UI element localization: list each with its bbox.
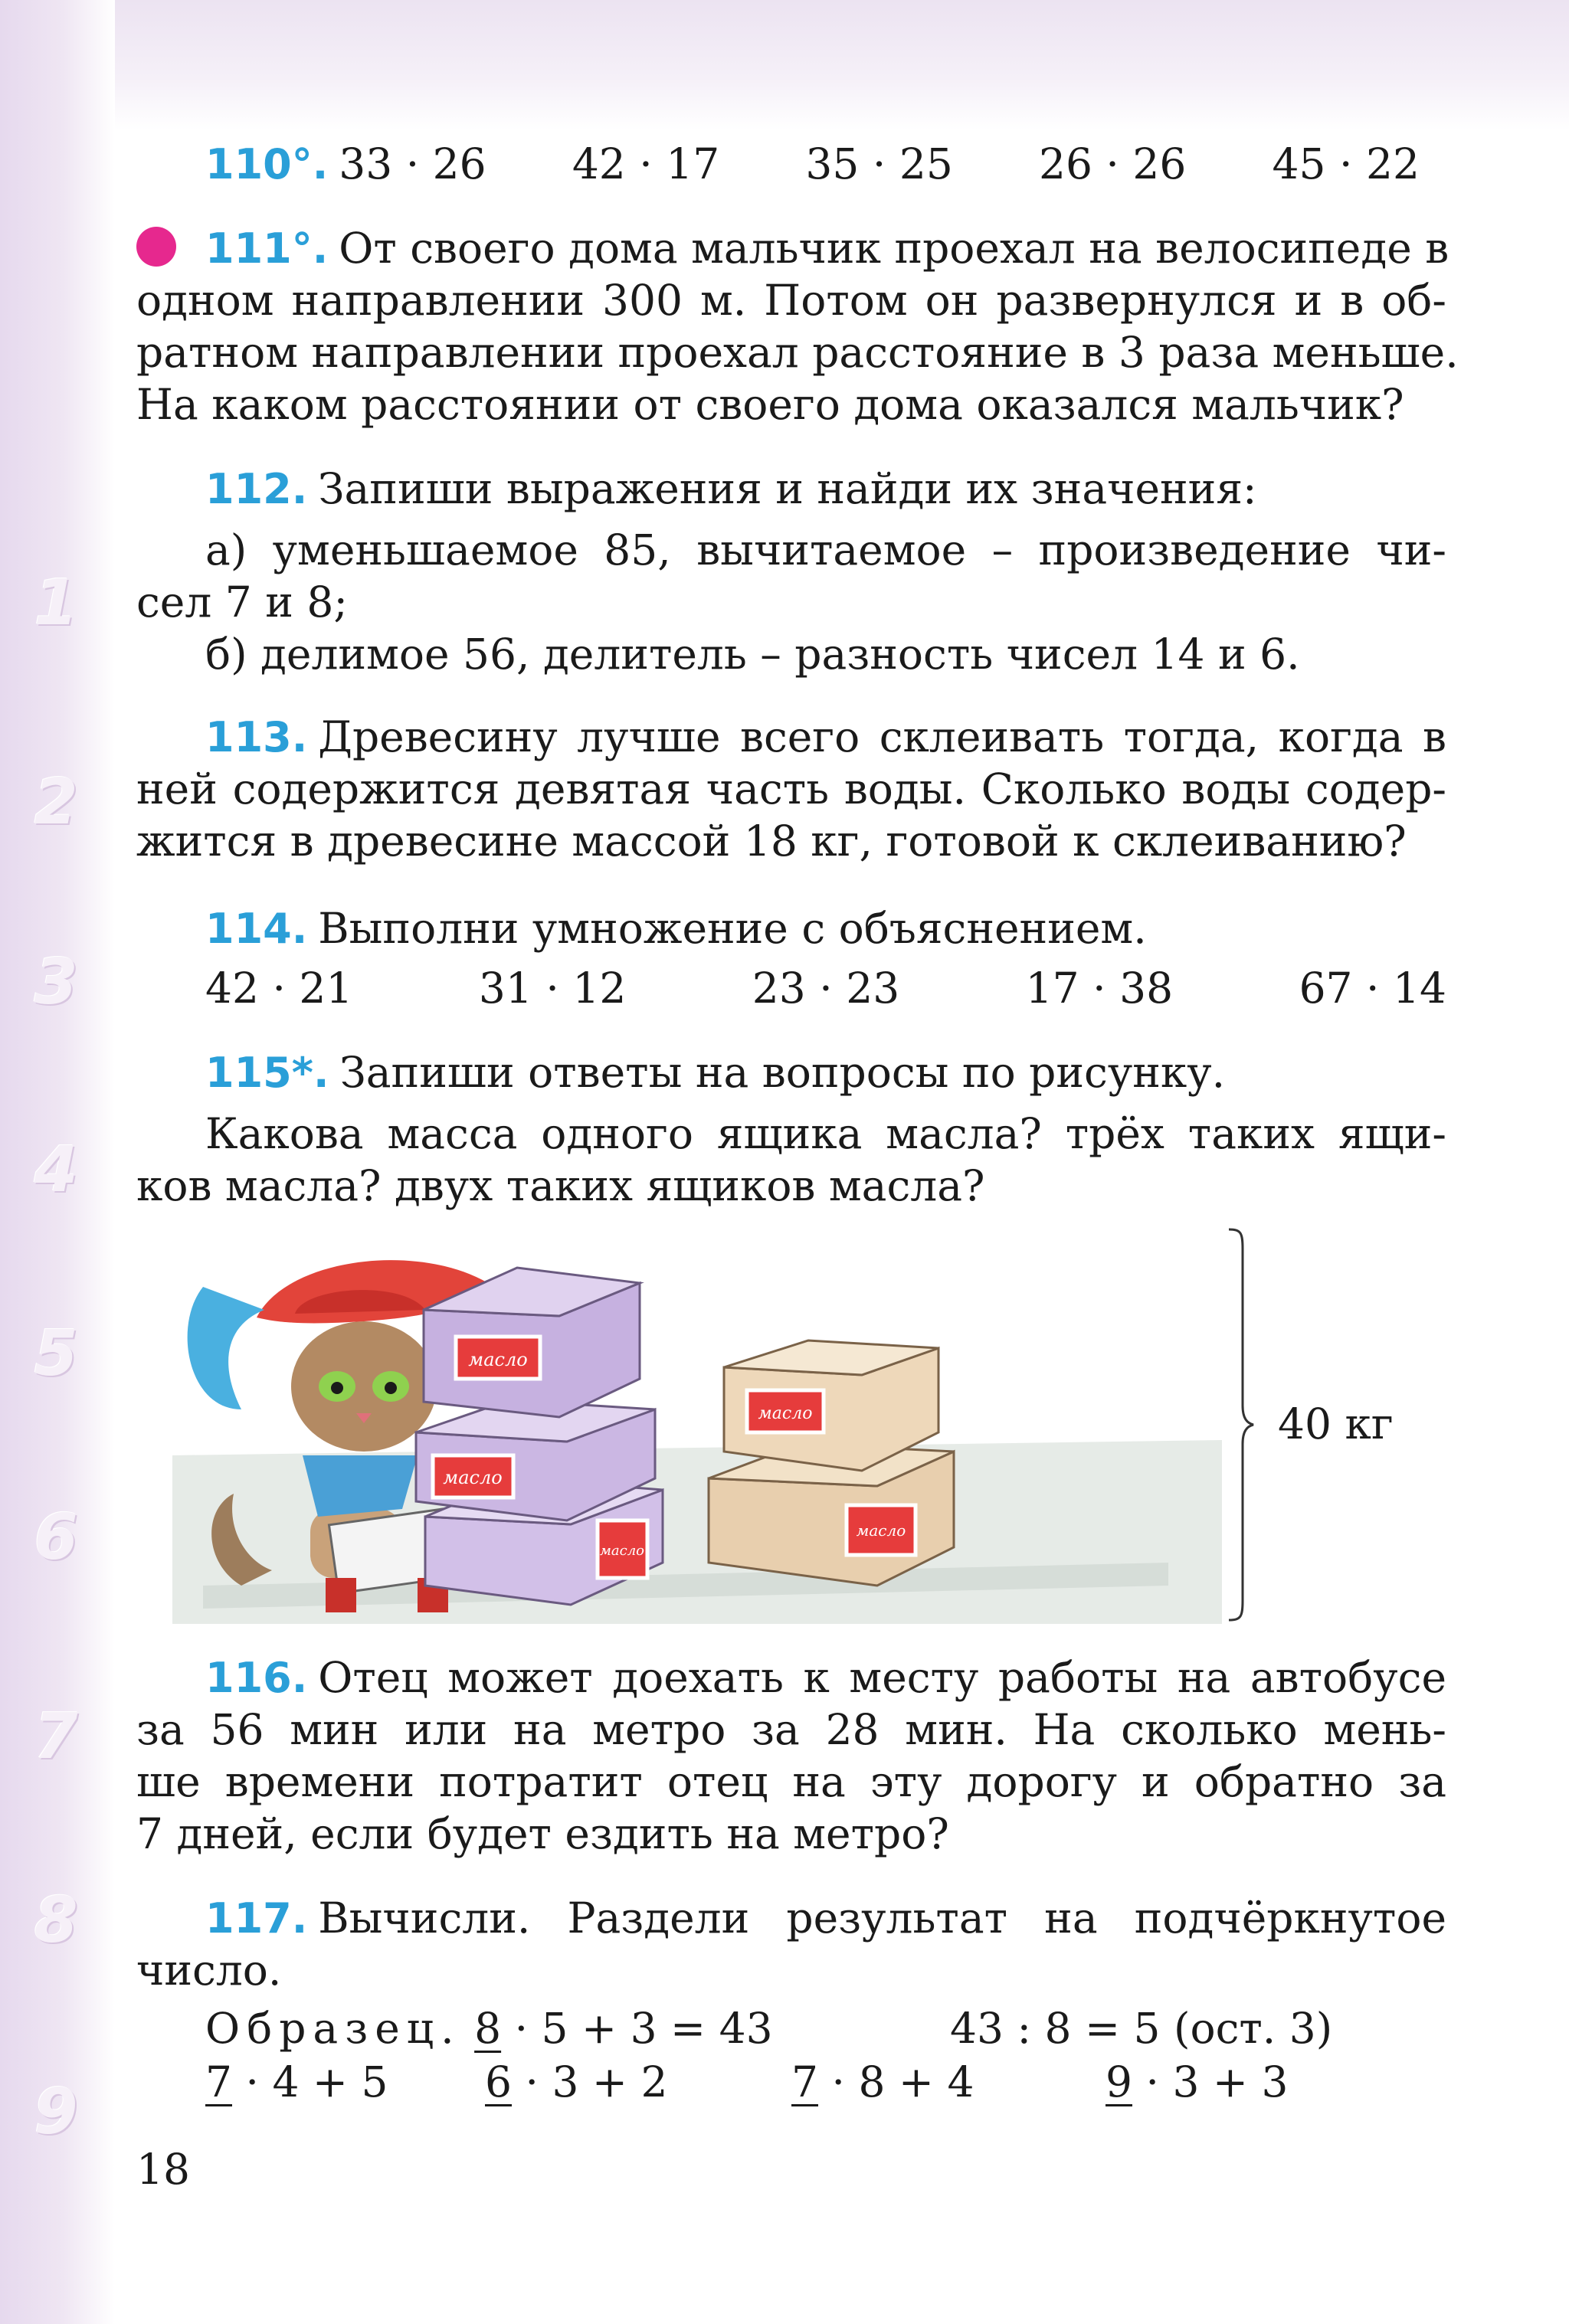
difficulty-marker <box>136 227 176 267</box>
box-label-text: масло <box>856 1521 906 1540</box>
problem-112-line: б) делимое 56, делитель – разность чисел 14 и 6. <box>205 630 1300 679</box>
problem-111-line: На каком расстоянии от своего дома оказался мальчик? <box>136 380 1404 429</box>
page-number: 18 <box>136 2145 190 2194</box>
margin-number: 5 <box>34 1317 78 1390</box>
cat-feather <box>188 1287 264 1409</box>
problem-115-line: ков масла? двух таких ящиков масла? <box>136 1161 985 1210</box>
expression: 7 · 8 + 4 <box>791 2057 974 2106</box>
problem-117-line: 117. Вычисли. Раздели результат на подчёркнутое <box>205 1894 1446 1943</box>
expression: 23 · 23 <box>752 964 900 1013</box>
cat-pupil <box>385 1382 397 1394</box>
box-label-text: масло <box>758 1404 813 1423</box>
problem-110 <box>205 138 1420 191</box>
expression: 9 · 3 + 3 <box>1106 2057 1289 2106</box>
problem-111-line: ратном направлении проехал расстояние в 3 раза меньше. <box>136 328 1459 377</box>
problem-number: 113. <box>205 713 308 761</box>
cat-pupil <box>331 1382 343 1394</box>
problem-number: 111°. <box>205 224 329 273</box>
problem-number: 112. <box>205 465 308 513</box>
expression: 35 · 25 <box>805 139 953 188</box>
margin-number: 6 <box>34 1501 78 1574</box>
problem-116-line: за 56 мин или на метро за 28 мин. На сколько мень- <box>136 1705 1446 1754</box>
problem-number: 117. <box>205 1894 308 1943</box>
margin-number: 2 <box>34 766 78 839</box>
problem-115-line: Какова масса одного ящика масла? трёх таких ящи- <box>205 1109 1446 1158</box>
problem-112-line: сел 7 и 8; <box>136 578 348 627</box>
problem-116-line: 7 дней, если будет ездить на метро? <box>136 1809 949 1858</box>
margin-number: 1 <box>34 567 78 640</box>
expression: 45 · 22 <box>1272 139 1420 188</box>
problem-112-line: а) уменьшаемое 85, вычитаемое – произведение чи- <box>205 525 1446 574</box>
margin-number: 4 <box>34 1134 78 1206</box>
box-label-text: масло <box>443 1467 503 1488</box>
expression: 33 · 26 <box>339 139 486 188</box>
expression: 42 · 17 <box>572 139 720 188</box>
problem-113-line: 113. Древесину лучше всего склеивать тогда, когда в <box>205 712 1446 761</box>
box-label-text: масло <box>599 1543 645 1559</box>
problem-113-line: ней содержится девятая часть воды. Сколько воды содер- <box>136 764 1446 813</box>
problem-115-line: 115*. Запиши ответы на вопросы по рисунку. <box>205 1048 1226 1097</box>
expression: 67 · 14 <box>1299 964 1446 1013</box>
sample-line: Образец. 8 · 5 + 3 = 43 <box>205 2004 773 2053</box>
problem-111-line: одном направлении 300 м. Потом он развернулся и в об- <box>136 276 1446 325</box>
underlined-number: 8 <box>474 2004 502 2053</box>
problem-number: 114. <box>205 905 308 953</box>
expression: 42 · 21 <box>205 964 353 1013</box>
problem-number: 116. <box>205 1654 308 1702</box>
problem-number: 115*. <box>205 1049 329 1097</box>
problem-number: 110°. <box>205 140 329 188</box>
problem-114-expressions <box>205 962 1446 1014</box>
problem-116-line: 116. Отец может доехать к месту работы на автобусе <box>205 1653 1446 1702</box>
boxes-illustration <box>172 1226 1222 1624</box>
cat-boot <box>326 1578 356 1612</box>
box-label-text: масло <box>468 1349 528 1370</box>
top-band <box>0 0 1569 130</box>
expression: 31 · 12 <box>478 964 627 1013</box>
problem-111-line: 111°. От своего дома мальчик проехал на велосипеде в <box>205 224 1449 273</box>
margin-number: 8 <box>34 1884 78 1957</box>
cat-cape <box>303 1455 418 1517</box>
sample-answer: 43 : 8 = 5 (ост. 3) <box>950 2004 1333 2053</box>
weight-label: 40 кг <box>1278 1399 1394 1448</box>
expression: 26 · 26 <box>1038 139 1187 188</box>
sample-label: Образец. <box>205 2004 461 2053</box>
weight-brace <box>1226 1226 1256 1624</box>
problem-114-line: 114. Выполни умножение с объяснением. <box>205 904 1147 953</box>
box-stack-purple <box>416 1268 663 1605</box>
problem-113-line: жится в древесине массой 18 кг, готовой к склеиванию? <box>136 817 1407 866</box>
expression: 6 · 3 + 2 <box>485 2057 668 2106</box>
problem-112-line: 112. Запиши выражения и найди их значения: <box>205 464 1257 513</box>
expression: 7 · 4 + 5 <box>205 2057 388 2106</box>
expression: 17 · 38 <box>1025 964 1174 1013</box>
margin-number: 9 <box>34 2076 78 2149</box>
problem-117-line: число. <box>136 1946 282 1995</box>
margin-number: 7 <box>34 1700 78 1773</box>
problem-116-line: ше времени потратит отец на эту дорогу и обратно за <box>136 1757 1446 1806</box>
margin-number: 3 <box>34 946 78 1019</box>
